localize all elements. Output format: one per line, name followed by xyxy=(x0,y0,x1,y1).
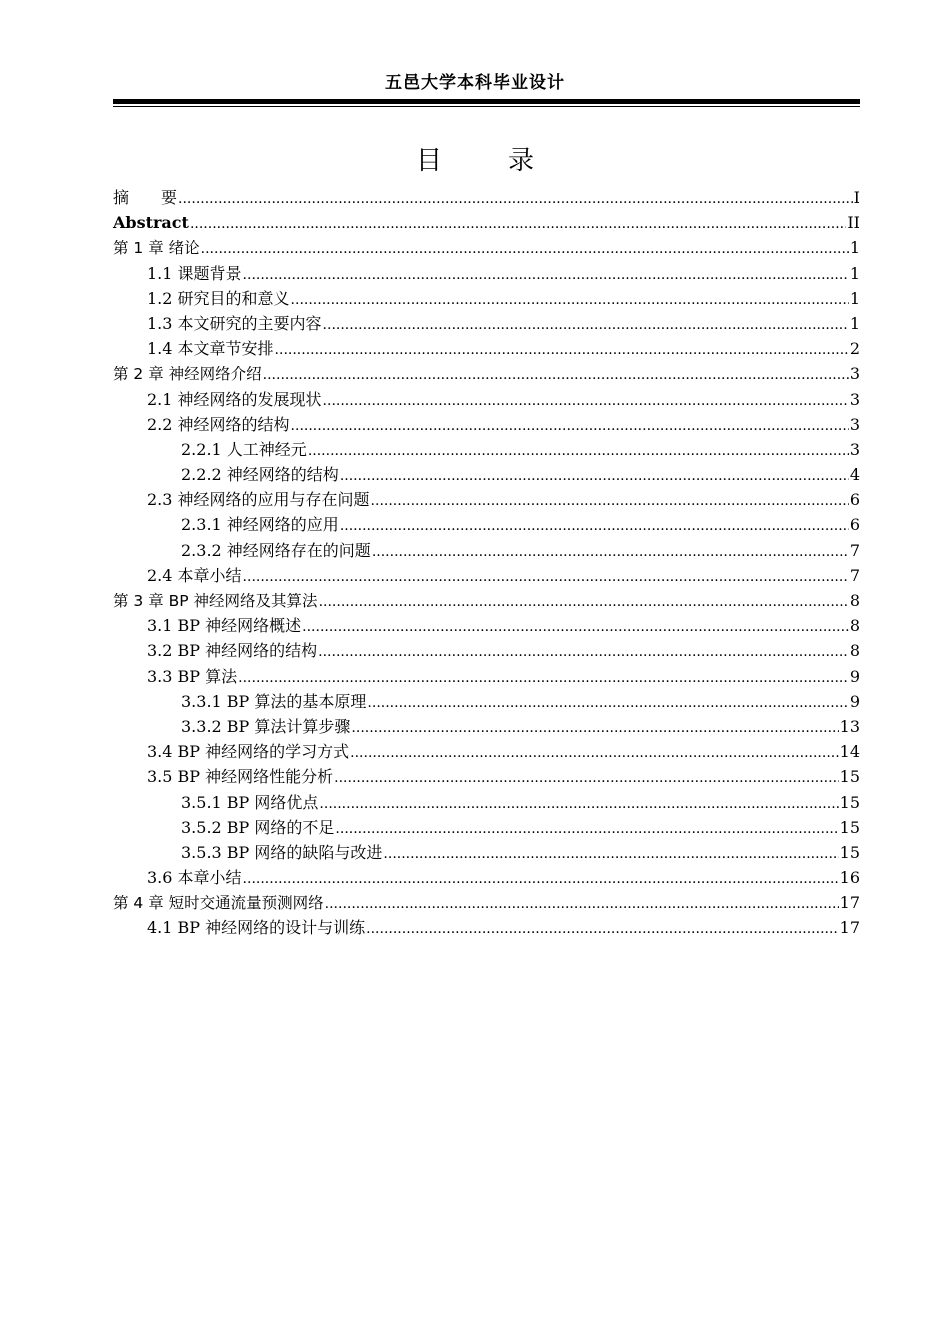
toc-dot-leader xyxy=(334,766,838,791)
toc-entry[interactable] xyxy=(113,437,860,462)
toc-entry-label: 3.3.1 BP 算法的基本原理 xyxy=(181,691,367,711)
toc-entry[interactable] xyxy=(113,462,860,487)
toc-entry[interactable] xyxy=(113,512,860,537)
toc-entry[interactable] xyxy=(113,739,860,764)
toc-dot-leader xyxy=(263,363,849,388)
toc-dot-leader xyxy=(190,212,846,237)
toc-entry-label: 第 2 章 神经网络介绍 xyxy=(113,365,262,384)
toc-entry[interactable] xyxy=(113,361,860,386)
toc-entry[interactable] xyxy=(113,613,860,638)
toc-dot-leader xyxy=(367,691,848,716)
toc-entry[interactable] xyxy=(113,840,860,865)
toc-entry-label: 2.3.1 神经网络的应用 xyxy=(181,515,339,535)
toc-dot-leader xyxy=(243,565,849,590)
toc-entry-page-number: 8 xyxy=(849,591,860,610)
toc-dot-leader xyxy=(308,439,849,464)
toc-entry[interactable] xyxy=(113,311,860,336)
toc-entry[interactable] xyxy=(113,890,860,915)
toc-entry-page-number: 16 xyxy=(839,868,860,888)
toc-entry-label: 3.5.3 BP 网络的缺陷与改进 xyxy=(181,842,383,862)
toc-dot-leader xyxy=(335,817,838,842)
toc-entry-label: 第 4 章 短时交通流量预测网络 xyxy=(113,894,324,913)
toc-entry[interactable] xyxy=(113,638,860,663)
toc-entry-label: 2.3.2 神经网络存在的问题 xyxy=(181,540,371,560)
toc-entry[interactable] xyxy=(113,336,860,361)
toc-entry[interactable] xyxy=(113,235,860,260)
toc-dot-leader xyxy=(323,313,849,338)
toc-entry[interactable] xyxy=(113,387,860,412)
toc-entry-label: 3.1 BP 神经网络概述 xyxy=(147,616,302,636)
toc-entry-label: 第 3 章 BP 神经网络及其算法 xyxy=(113,592,318,610)
toc-dot-leader xyxy=(243,263,849,288)
toc-entry-page-number: 8 xyxy=(849,616,860,636)
toc-dot-leader xyxy=(275,338,849,363)
toc-dot-leader xyxy=(178,187,853,212)
toc-entry-page-number: 3 xyxy=(849,414,860,434)
toc-entry-label: 2.3 神经网络的应用与存在问题 xyxy=(147,490,370,510)
toc-dot-leader xyxy=(323,389,849,414)
toc-entry-page-number: II xyxy=(847,213,860,233)
toc-entry-label: 2.4 本章小结 xyxy=(147,565,242,585)
toc-dot-leader xyxy=(340,464,849,489)
toc-entry[interactable] xyxy=(113,412,860,437)
toc-dot-leader xyxy=(291,288,849,313)
toc-entry-label: 1.1 课题背景 xyxy=(147,263,242,283)
toc-dot-leader xyxy=(319,590,849,615)
toc-entry-page-number: 15 xyxy=(839,767,860,787)
toc-entry[interactable] xyxy=(113,689,860,714)
toc-entry-page-number: 3 xyxy=(849,364,860,384)
toc-entry-label: 3.3.2 BP 算法计算步骤 xyxy=(181,716,351,736)
toc-entry-label: 摘 要 xyxy=(113,188,178,207)
header-rule-thick xyxy=(113,99,860,104)
toc-entry-label: 2.2.1 人工神经元 xyxy=(181,439,307,459)
toc-dot-leader xyxy=(350,741,838,766)
toc-dot-leader xyxy=(291,414,849,439)
toc-entry-page-number: 9 xyxy=(849,666,860,686)
toc-entry[interactable] xyxy=(113,261,860,286)
toc-entry-page-number: 15 xyxy=(839,792,860,812)
toc-entry-label: 2.1 神经网络的发展现状 xyxy=(147,389,322,409)
toc-entry-page-number: 1 xyxy=(849,263,860,283)
toc-entry-page-number: 6 xyxy=(849,490,860,510)
toc-entry-page-number: 3 xyxy=(849,439,860,459)
toc-entry[interactable] xyxy=(113,815,860,840)
toc-dot-leader xyxy=(201,237,849,262)
toc-entry-label: 3.6 本章小结 xyxy=(147,868,242,888)
toc-entry-label: 3.4 BP 神经网络的学习方式 xyxy=(147,742,350,762)
toc-entry-label: 4.1 BP 神经网络的设计与训练 xyxy=(147,918,366,938)
toc-dot-leader xyxy=(372,540,849,565)
toc-dot-leader xyxy=(351,716,838,741)
toc-entry-label: 第 1 章 绪论 xyxy=(113,239,200,258)
toc-entry-page-number: 9 xyxy=(849,691,860,711)
toc-dot-leader xyxy=(302,615,849,640)
toc-entry-page-number: 14 xyxy=(839,742,860,762)
toc-entry-page-number: 13 xyxy=(839,716,860,736)
toc-dot-leader xyxy=(371,489,849,514)
toc-entry[interactable] xyxy=(113,185,860,210)
toc-entry-page-number: 3 xyxy=(849,389,860,409)
toc-entry-label: 1.4 本文章节安排 xyxy=(147,339,274,359)
toc-entry-page-number: 2 xyxy=(849,339,860,359)
toc-entry-label: 3.5.2 BP 网络的不足 xyxy=(181,817,335,837)
toc-dot-leader xyxy=(318,640,849,665)
toc-entry[interactable] xyxy=(113,588,860,613)
toc-entry-page-number: 7 xyxy=(849,540,860,560)
toc-entry-page-number: I xyxy=(853,188,860,207)
toc-entry-page-number: 1 xyxy=(849,313,860,333)
toc-entry-page-number: 15 xyxy=(839,817,860,837)
toc-dot-leader xyxy=(243,867,839,892)
page-header-title: 五邑大学本科毕业设计 xyxy=(385,73,565,93)
toc-entry-page-number: 1 xyxy=(849,238,860,258)
toc-dot-leader xyxy=(238,666,849,691)
toc-entry-label: 1.3 本文研究的主要内容 xyxy=(147,313,322,333)
toc-entry[interactable] xyxy=(113,210,860,235)
toc-entry-label: 1.2 研究目的和意义 xyxy=(147,288,290,308)
toc-entry-page-number: 15 xyxy=(839,842,860,862)
toc-entry-page-number: 4 xyxy=(849,465,860,485)
toc-entry[interactable] xyxy=(113,790,860,815)
toc-entry[interactable] xyxy=(113,865,860,890)
toc-dot-leader xyxy=(383,842,838,867)
toc-entry-label: 2.2 神经网络的结构 xyxy=(147,414,290,434)
toc-entry-page-number: 17 xyxy=(839,893,860,913)
toc-entry-page-number: 8 xyxy=(849,641,860,661)
toc-dot-leader xyxy=(366,917,838,942)
toc-entry-page-number: 7 xyxy=(849,565,860,585)
toc-dot-leader xyxy=(340,514,849,539)
toc-entry[interactable] xyxy=(113,915,860,940)
toc-entry-label: 3.3 BP 算法 xyxy=(147,666,238,686)
toc-entry-label: 3.5 BP 神经网络性能分析 xyxy=(147,767,334,787)
toc-entry-page-number: 1 xyxy=(849,288,860,308)
toc-entry-label: Abstract xyxy=(113,213,189,233)
table-of-contents xyxy=(113,185,860,941)
toc-entry[interactable] xyxy=(113,563,860,588)
toc-title: 目 录 xyxy=(415,146,535,176)
toc-entry[interactable] xyxy=(113,764,860,789)
toc-entry[interactable] xyxy=(113,487,860,512)
toc-entry-label: 2.2.2 神经网络的结构 xyxy=(181,465,339,485)
toc-dot-leader xyxy=(325,892,839,917)
toc-entry-label: 3.5.1 BP 网络优点 xyxy=(181,792,319,812)
toc-entry[interactable] xyxy=(113,538,860,563)
toc-entry[interactable] xyxy=(113,714,860,739)
header-rule-thin xyxy=(113,106,860,107)
toc-entry-page-number: 6 xyxy=(849,515,860,535)
toc-entry[interactable] xyxy=(113,664,860,689)
toc-entry-page-number: 17 xyxy=(839,918,860,938)
toc-entry[interactable] xyxy=(113,286,860,311)
toc-dot-leader xyxy=(319,792,838,817)
toc-entry-label: 3.2 BP 神经网络的结构 xyxy=(147,641,318,661)
